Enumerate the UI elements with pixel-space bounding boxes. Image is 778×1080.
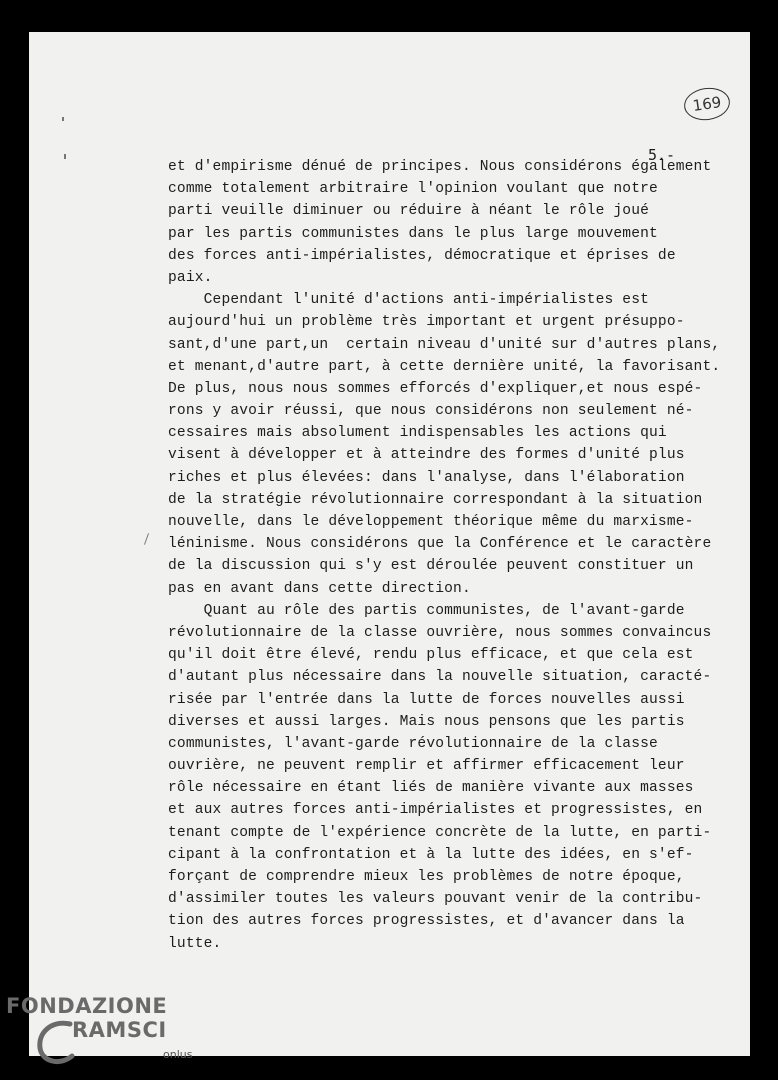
text-line: sant,d'une part,un certain niveau d'unité sur d'autres plans, bbox=[168, 336, 721, 353]
text-line: des forces anti-impérialistes, démocratique et éprises de bbox=[168, 247, 676, 264]
text-line: forçant de comprendre mieux les problèmes de notre époque, bbox=[168, 869, 685, 885]
page-number: 5.- bbox=[648, 146, 676, 164]
text-line: d'autant plus nécessaire dans la nouvelle situation, caracté- bbox=[168, 669, 712, 686]
text-line: révolutionnaire de la classe ouvrière, nous sommes convaincus bbox=[168, 624, 712, 641]
text-line: et d'empirisme dénué de principes. Nous considérons également bbox=[168, 159, 712, 175]
text-line: rôle nécessaire en étant liés de manière vivante aux masses bbox=[168, 780, 694, 797]
text-line: qu'il doit être élevé, rendu plus efficace, et que cela est bbox=[168, 647, 694, 664]
paper-speck bbox=[62, 117, 64, 121]
text-line: diverses et aussi larges. Mais nous pensons que les partis bbox=[168, 713, 685, 730]
text-line: tenant compte de l'expérience concrète de la lutte, en parti- bbox=[168, 824, 712, 841]
text-line: cipant à la confrontation et à la lutte des idées, en s'ef- bbox=[168, 846, 694, 863]
fondazione-gramsci-watermark bbox=[6, 994, 206, 1074]
text-line: lutte. bbox=[168, 935, 222, 952]
text-line: riches et plus élevées: dans l'analyse, dans l'élaboration bbox=[168, 469, 685, 486]
text-line: cessaires mais absolument indispensables les actions qui bbox=[168, 425, 667, 442]
text-line: nouvelle, dans le développement théorique même du marxisme- bbox=[168, 514, 694, 530]
text-line: et aux autres forces anti-impérialistes et progressistes, en bbox=[168, 802, 703, 819]
folio-stamp: 169 bbox=[682, 85, 732, 123]
text-line: risée par l'entrée dans la lutte de forces nouvelles aussi bbox=[168, 691, 685, 708]
text-line: comme totalement arbitraire l'opinion voulant que notre bbox=[168, 181, 658, 198]
text-line: aujourd'hui un problème très important et urgent présuppo- bbox=[168, 314, 685, 331]
text-line: Quant au rôle des partis communistes, de l'avant-garde bbox=[168, 602, 685, 619]
paper-speck bbox=[64, 154, 66, 159]
text-line: et menant,d'autre part, à cette dernière unité, la favorisant. bbox=[168, 358, 721, 375]
text-line: d'assimiler toutes les valeurs pouvant venir de la contribu- bbox=[168, 891, 703, 908]
text-line: visent à développer et à atteindre des formes d'unité plus bbox=[168, 447, 685, 464]
text-line: De plus, nous nous sommes efforcés d'expliquer,et nous espé- bbox=[168, 380, 703, 397]
text-line: rons y avoir réussi, que nous considérons non seulement né- bbox=[168, 403, 694, 420]
watermark-subtitle: onlus bbox=[163, 1048, 193, 1061]
text-line: communistes, l'avant-garde révolutionnaire de la classe bbox=[168, 735, 658, 752]
text-line: pas en avant dans cette direction. bbox=[168, 580, 471, 597]
text-line: de la stratégie révolutionnaire correspondant à la situation bbox=[168, 491, 703, 508]
text-line: paix. bbox=[168, 269, 213, 286]
typed-body-text bbox=[168, 156, 728, 955]
watermark-line-1: FONDAZIONE bbox=[6, 994, 168, 1018]
text-line: tion des autres forces progressistes, et d'avancer dans la bbox=[168, 913, 685, 930]
text-line: de la discussion qui s'y est déroulée peuvent constituer un bbox=[168, 558, 694, 575]
watermark-line-2: RAMSCI bbox=[72, 1018, 167, 1042]
text-line: ouvrière, ne peuvent remplir et affirmer efficacement leur bbox=[168, 758, 685, 775]
text-line: parti veuille diminuer ou réduire à néant le rôle joué bbox=[168, 203, 650, 220]
text-line: par les partis communistes dans le plus large mouvement bbox=[168, 225, 658, 242]
text-line: Cependant l'unité d'actions anti-impérialistes est bbox=[168, 292, 650, 309]
text-line: léninisme. Nous considérons que la Conférence et le caractère bbox=[168, 536, 712, 553]
